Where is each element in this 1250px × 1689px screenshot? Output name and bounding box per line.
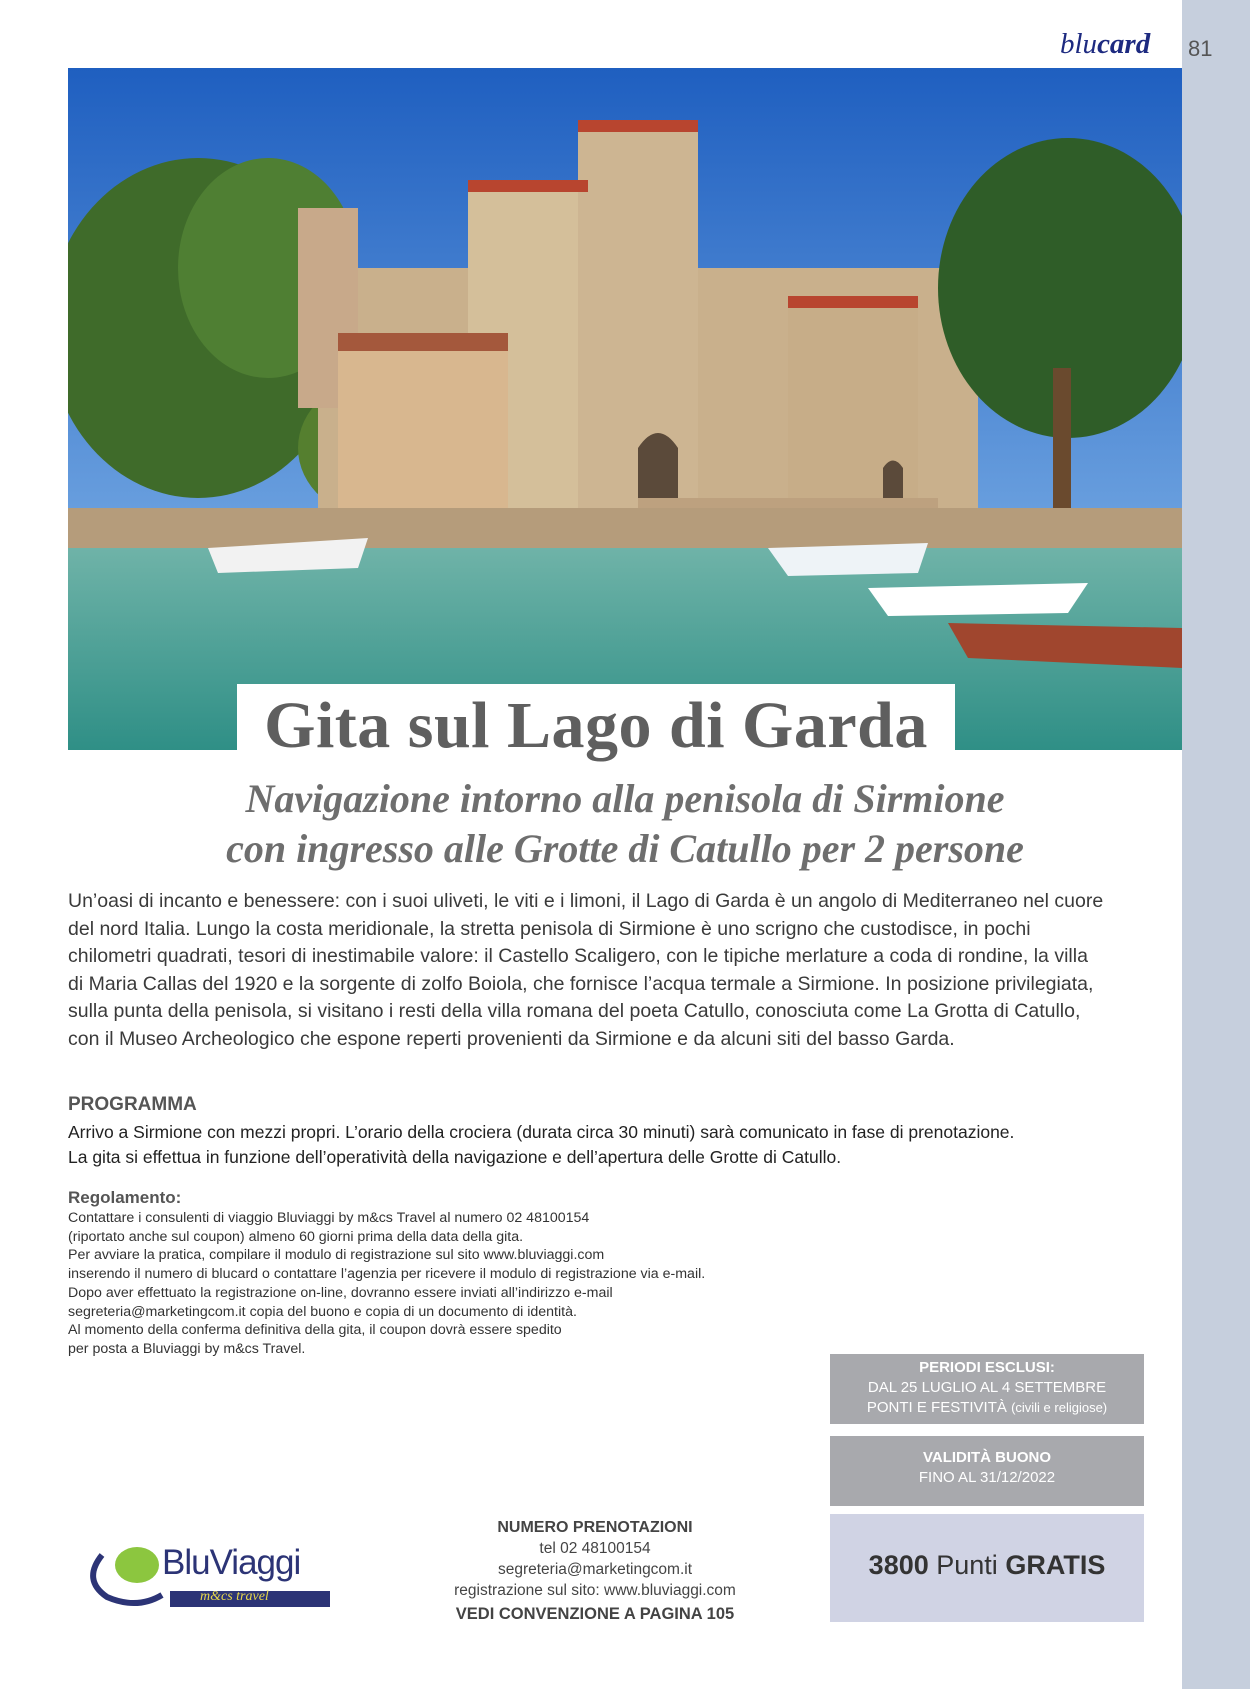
regolamento-line: Per avviare la pratica, compilare il modulo di registrazione sul sito www.bluviaggi.com	[68, 1247, 605, 1264]
page-number: 81	[1188, 36, 1213, 61]
points-box	[830, 1514, 1144, 1622]
periodi-line: PONTI E FESTIVITÀ (civili e religiose)	[866, 1399, 1108, 1416]
periodi-line: DAL 25 LUGLIO AL 4 SETTEMBRE	[867, 1379, 1107, 1396]
castle-photo	[68, 68, 1182, 750]
regolamento-line: Al momento della conferma definitiva della gita, il coupon dovrà essere spedito	[68, 1322, 562, 1339]
regolamento-text	[68, 1209, 705, 1359]
subtitle	[68, 774, 1182, 874]
programma-line: Arrivo a Sirmione con mezzi propri. L’orario della crociera (durata circa 30 minuti) sarà comunicato in fase di prenotazione.	[68, 1122, 1015, 1142]
regolamento-line: inserendo il numero di blucard o contattare l’agenzia per ricevere il modulo di registrazione via e-mail.	[68, 1266, 706, 1283]
swirl-logo-icon	[82, 1535, 172, 1610]
brand-logo: blucard	[1060, 28, 1151, 60]
regolamento-line: segreteria@marketingcom.it copia del buono e copia di un documento di identità.	[68, 1303, 577, 1320]
bluviaggi-logo	[82, 1535, 342, 1610]
periodi-heading: PERIODI ESCLUSI:	[919, 1359, 1055, 1376]
booking-heading: NUMERO PRENOTAZIONI	[497, 1519, 693, 1536]
programma-text	[68, 1120, 1118, 1170]
booking-site: registrazione sul sito: www.bluviaggi.com	[454, 1582, 736, 1599]
regolamento-heading: Regolamento:	[68, 1188, 182, 1207]
points-label: 3800 Punti GRATIS	[868, 1550, 1106, 1580]
title-box	[237, 684, 955, 766]
booking-convenzione: VEDI CONVENZIONE A PAGINA 105	[455, 1605, 735, 1623]
validita-heading: VALIDITÀ BUONO	[922, 1449, 1052, 1466]
intro-paragraph: Un’oasi di incanto e benessere: con i suoi uliveti, le viti e i limoni, il Lago di Garda è un angolo di Mediterraneo nel cuore del nord Italia. Lungo la costa meridionale, la stretta penisola di Sirmione è uno scrigno che custodisce, in pochi chilometri quadrati, tesori di inestimabile valore: il Castello Scaligero, con le tipiche merlature a coda di rondine, la villa di Maria Callas del 1920 e la sorgente di zolfo Boiola, che fornisce l’acqua termale a Sirmione. In posizione privilegiata, sulla punta della penisola, si visitano i resti della villa romana del poeta Catullo, conosciuta come La Grotta di Catullo, con il Museo Archeologico che espone reperti provenienti da Sirmione e da alcuni siti del basso Garda.	[68, 890, 1104, 1050]
programma-line: La gita si effettua in funzione dell’operatività della navigazione e dell’apertura delle Grotte di Catullo.	[68, 1147, 842, 1167]
logo-tagline-bar: m&cs travel	[170, 1591, 330, 1607]
booking-info	[420, 1517, 770, 1625]
subtitle-line: Navigazione intorno alla penisola di Sirmione	[245, 776, 1005, 821]
subtitle-line: con ingresso alle Grotte di Catullo per 2 persone	[226, 826, 1024, 871]
logo-name: BluViaggi	[162, 1543, 301, 1582]
periodi-esclusi-box	[830, 1354, 1144, 1424]
programma-heading: PROGRAMMA	[68, 1094, 197, 1115]
regolamento-line: Dopo aver effettuato la registrazione on-line, dovranno essere inviati all’indirizzo e-mail	[68, 1284, 613, 1301]
booking-email: segreteria@marketingcom.it	[497, 1561, 693, 1578]
page-title: Gita sul Lago di Garda	[264, 689, 928, 762]
regolamento-line: (riportato anche sul coupon) almeno 60 giorni prima della data della gita.	[68, 1228, 524, 1245]
validita-box	[830, 1436, 1144, 1506]
booking-tel: tel 02 48100154	[539, 1540, 651, 1557]
validita-line: FINO AL 31/12/2022	[918, 1469, 1056, 1486]
regolamento-line: per posta a Bluviaggi by m&cs Travel.	[68, 1340, 306, 1357]
side-strip	[1182, 0, 1250, 1689]
regolamento-line: Contattare i consulenti di viaggio Bluviaggi by m&cs Travel al numero 02 48100154	[68, 1210, 590, 1226]
